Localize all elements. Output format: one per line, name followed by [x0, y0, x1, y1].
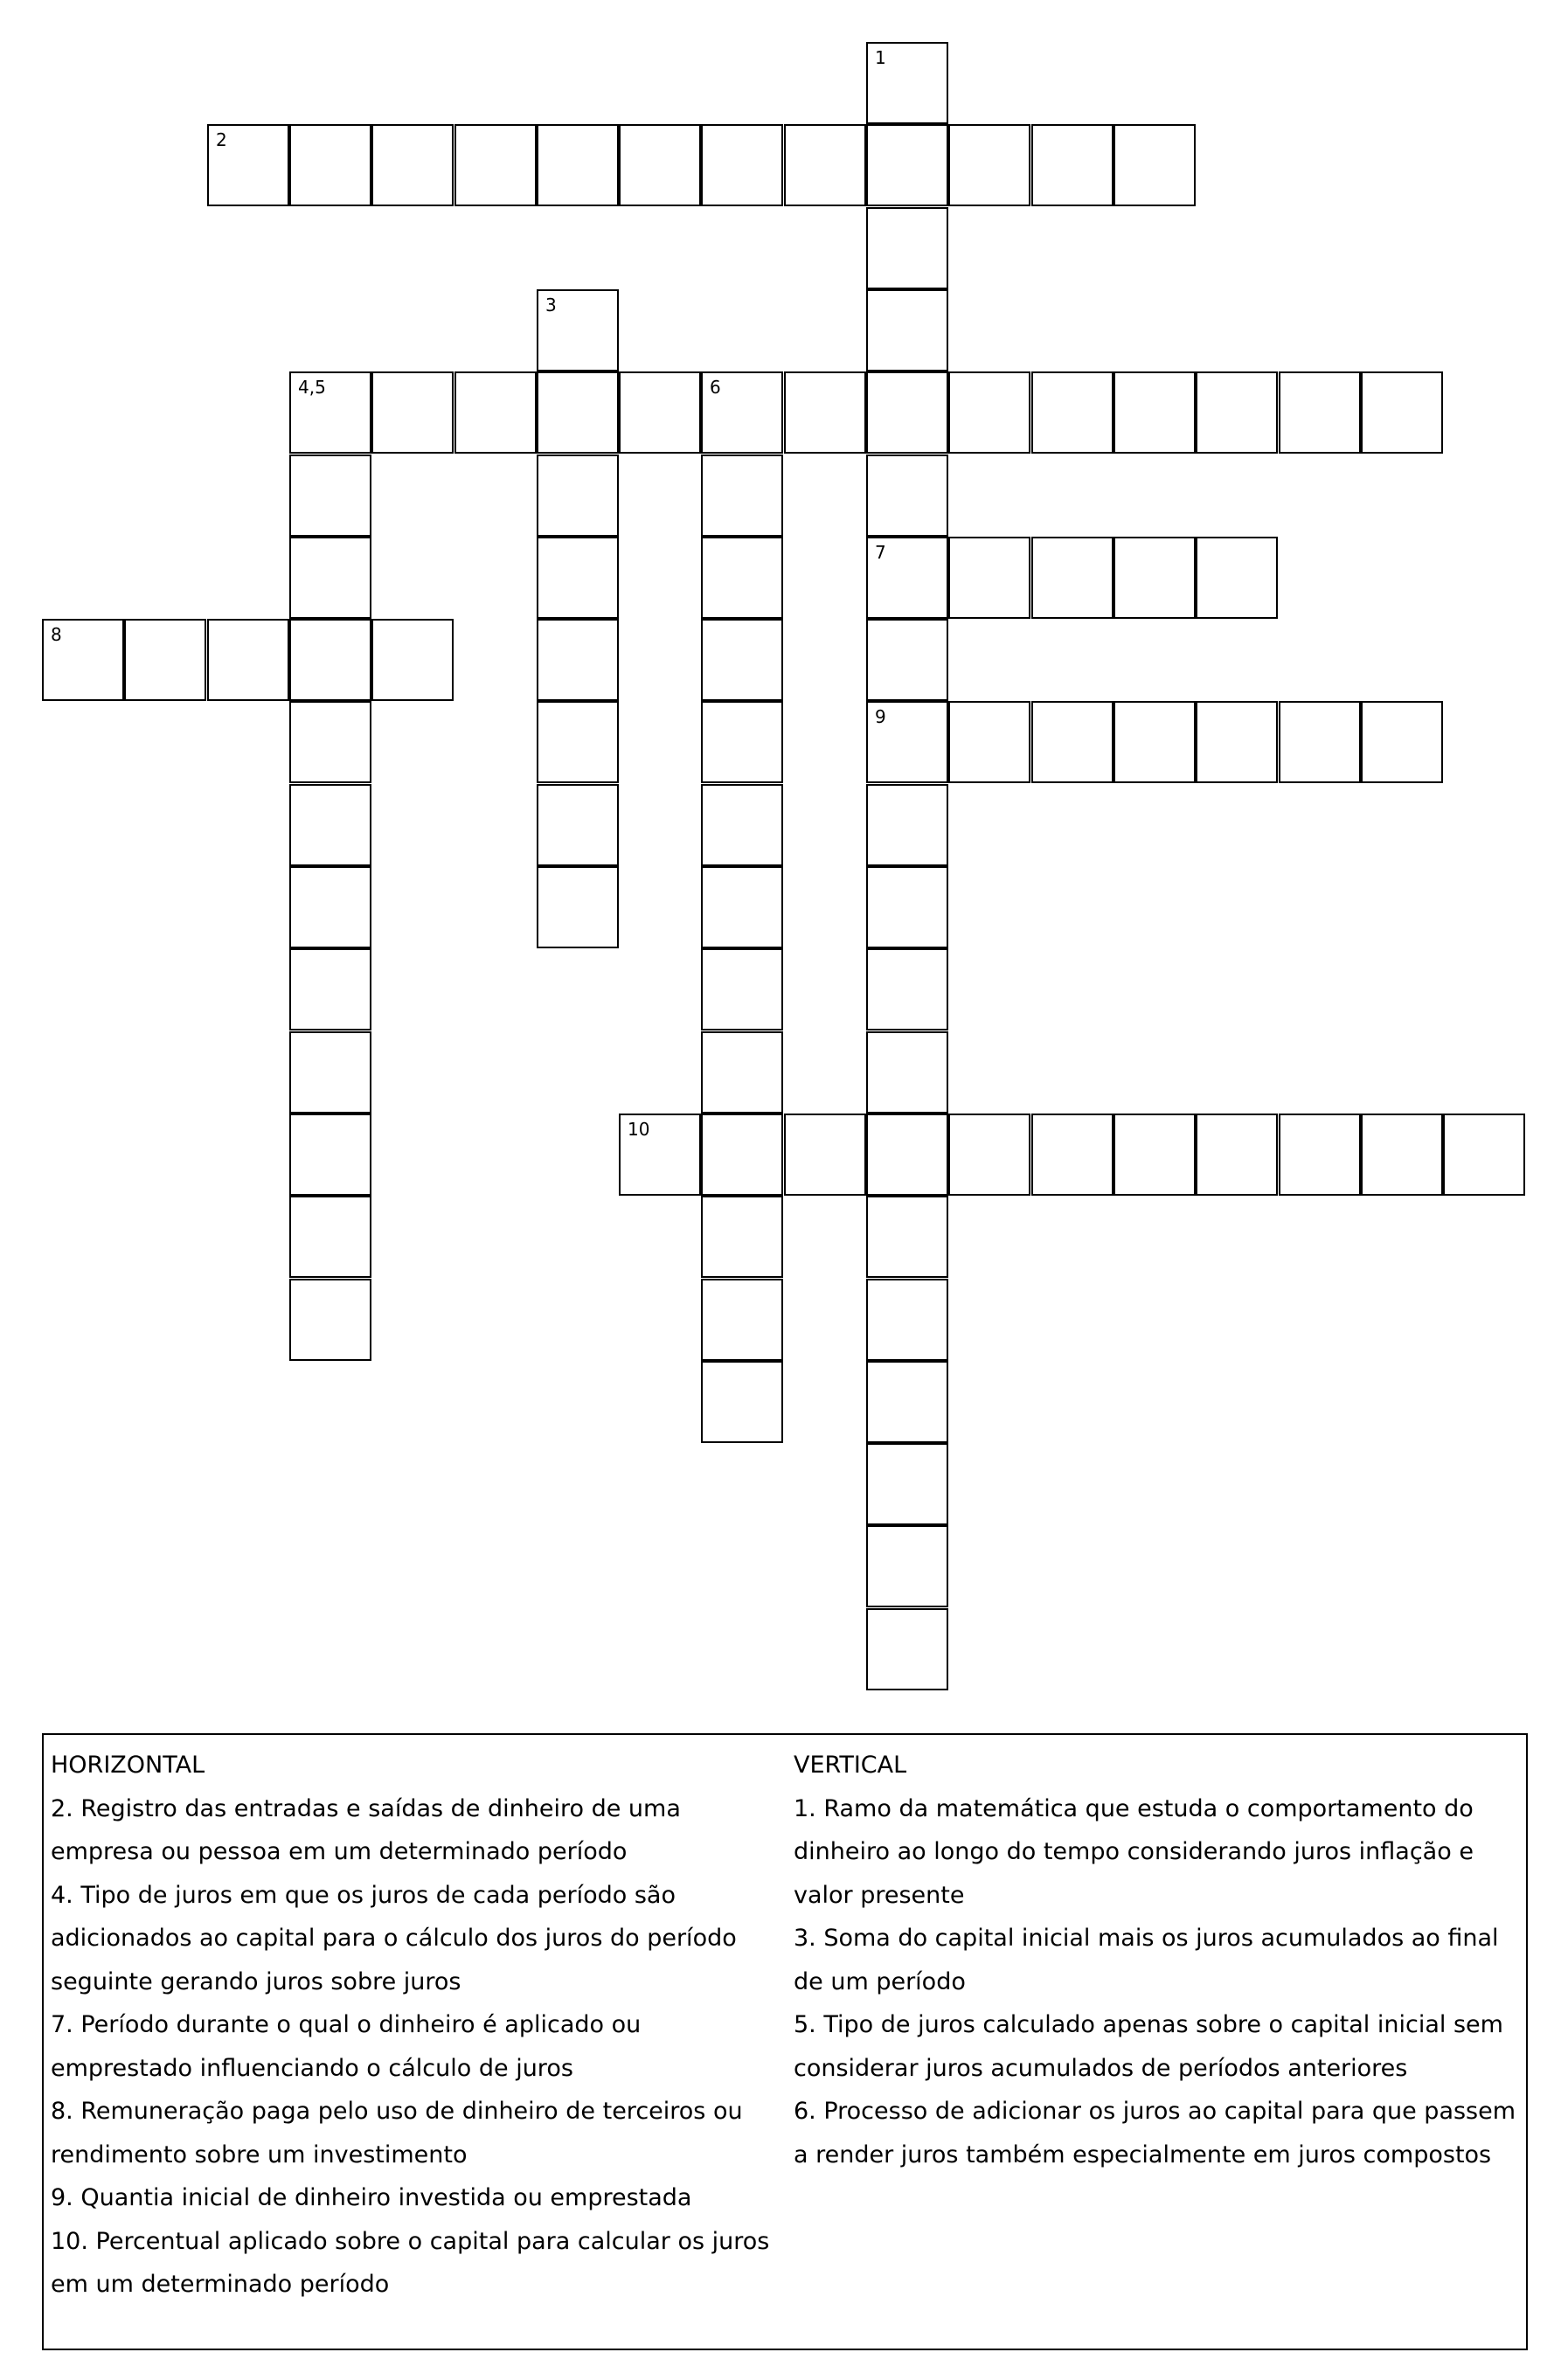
crossword-cell[interactable]	[948, 701, 1030, 783]
clue-number: 2	[216, 129, 227, 150]
clue-number: 10	[628, 1119, 650, 1140]
crossword-cell[interactable]	[1196, 537, 1278, 619]
clue-line: 5. Tipo de juros calculado apenas sobre o capital inicial sem	[794, 2011, 1503, 2038]
crossword-cell[interactable]	[948, 371, 1030, 454]
clue-line: rendimento sobre um investimento	[51, 2141, 468, 2168]
clue-line: 9. Quantia inicial de dinheiro investida ou emprestada	[51, 2184, 692, 2211]
crossword-cell[interactable]	[1279, 701, 1361, 783]
crossword-cell[interactable]	[537, 784, 619, 866]
crossword-cell[interactable]	[866, 42, 948, 124]
clue-number: 3	[545, 295, 557, 316]
crossword-cell[interactable]	[1279, 371, 1361, 454]
clue-line: 1. Ramo da matemática que estuda o comportamento do	[794, 1794, 1474, 1822]
crossword-cell[interactable]	[289, 948, 371, 1030]
crossword-cell[interactable]	[537, 866, 619, 948]
crossword-cell[interactable]	[1196, 371, 1278, 454]
crossword-cell[interactable]	[124, 619, 206, 701]
crossword-cell[interactable]	[289, 701, 371, 783]
crossword-cell[interactable]	[701, 537, 783, 619]
crossword-cell[interactable]	[537, 124, 619, 206]
crossword-cell[interactable]	[1114, 124, 1196, 206]
crossword-cell[interactable]	[866, 1279, 948, 1361]
crossword-cell[interactable]	[1196, 701, 1278, 783]
clue-line: empresa ou pessoa em um determinado período	[51, 1838, 628, 1865]
crossword-cell[interactable]	[537, 371, 619, 454]
vertical-clues	[794, 1744, 1519, 2176]
clue-line: 8. Remuneração paga pelo uso de dinheiro de terceiros ou	[51, 2098, 743, 2125]
clue-number: 4,5	[298, 377, 326, 398]
crossword-cell[interactable]	[289, 454, 371, 537]
crossword-cell[interactable]	[1031, 537, 1114, 619]
clue-line: valor presente	[794, 1881, 965, 1909]
crossword-cell[interactable]	[701, 124, 783, 206]
crossword-cell[interactable]	[701, 784, 783, 866]
crossword-cell[interactable]	[289, 1114, 371, 1196]
crossword-cell[interactable]	[537, 454, 619, 537]
crossword-cell[interactable]	[537, 537, 619, 619]
crossword-cell[interactable]	[866, 948, 948, 1030]
crossword-cell[interactable]	[784, 124, 866, 206]
crossword-cell[interactable]	[866, 289, 948, 371]
clue-line: considerar juros acumulados de períodos anteriores	[794, 2054, 1408, 2082]
crossword-cell[interactable]	[701, 1361, 783, 1443]
clue-line: 3. Soma do capital inicial mais os juros acumulados ao final	[794, 1925, 1499, 1952]
crossword-cell[interactable]	[1031, 701, 1114, 783]
crossword-cell[interactable]	[866, 701, 948, 783]
crossword-cell[interactable]	[1279, 1114, 1361, 1196]
crossword-cell[interactable]	[289, 371, 371, 454]
crossword-cell[interactable]	[619, 124, 701, 206]
crossword-cell[interactable]	[454, 371, 537, 454]
clues-box	[42, 1733, 1528, 2350]
crossword-cell[interactable]	[42, 619, 124, 701]
crossword-cell[interactable]	[1031, 124, 1114, 206]
crossword-cell[interactable]	[701, 371, 783, 454]
crossword-cell[interactable]	[866, 1031, 948, 1114]
clue-line: de um período	[794, 1967, 966, 1995]
crossword-cell[interactable]	[701, 619, 783, 701]
crossword-cell[interactable]	[537, 289, 619, 371]
crossword-cell[interactable]	[866, 454, 948, 537]
crossword-cell[interactable]	[866, 371, 948, 454]
crossword-cell[interactable]	[866, 1525, 948, 1607]
crossword-cell[interactable]	[701, 866, 783, 948]
crossword-cell[interactable]	[1443, 1114, 1525, 1196]
clue-line: 6. Processo de adicionar os juros ao capital para que passem	[794, 2098, 1516, 2125]
crossword-cell[interactable]	[866, 619, 948, 701]
crossword-cell[interactable]	[784, 1114, 866, 1196]
clue-line: 4. Tipo de juros em que os juros de cada período são	[51, 1881, 676, 1909]
crossword-cell[interactable]	[1361, 1114, 1443, 1196]
crossword-cell[interactable]	[1196, 1114, 1278, 1196]
clue-number: 1	[875, 47, 886, 68]
clue-number: 7	[875, 542, 886, 563]
crossword-cell[interactable]	[371, 124, 454, 206]
crossword-cell[interactable]	[701, 1114, 783, 1196]
crossword-cell[interactable]	[784, 371, 866, 454]
clue-line: dinheiro ao longo do tempo considerando juros inflação e	[794, 1838, 1474, 1865]
clue-number: 9	[875, 706, 886, 727]
crossword-cell[interactable]	[1114, 701, 1196, 783]
crossword-cell[interactable]	[1114, 1114, 1196, 1196]
crossword-cell[interactable]	[701, 454, 783, 537]
crossword-cell[interactable]	[1114, 537, 1196, 619]
clue-line: 10. Percentual aplicado sobre o capital para calcular os juros	[51, 2227, 770, 2255]
crossword-cell[interactable]	[948, 1114, 1030, 1196]
crossword-cell[interactable]	[701, 1279, 783, 1361]
crossword-cell[interactable]	[866, 207, 948, 289]
crossword-cell[interactable]	[619, 371, 701, 454]
crossword-cell[interactable]	[866, 124, 948, 206]
horizontal-clues	[51, 1744, 785, 2307]
crossword-cell[interactable]	[866, 1361, 948, 1443]
crossword-cell[interactable]	[454, 124, 537, 206]
crossword-cell[interactable]	[866, 1443, 948, 1525]
crossword-cell[interactable]	[866, 866, 948, 948]
clue-line: adicionados ao capital para o cálculo dos juros do período	[51, 1925, 737, 1952]
crossword-cell[interactable]	[289, 1196, 371, 1278]
clue-line: a render juros também especialmente em juros compostos	[794, 2141, 1492, 2168]
clue-line: 2. Registro das entradas e saídas de dinheiro de uma	[51, 1794, 681, 1822]
clue-number: 6	[710, 377, 721, 398]
crossword-cell[interactable]	[289, 619, 371, 701]
crossword-cell[interactable]	[1361, 371, 1443, 454]
clue-line: emprestado influenciando o cálculo de juros	[51, 2054, 573, 2082]
crossword-cell[interactable]	[701, 1031, 783, 1114]
crossword-cell[interactable]	[207, 124, 289, 206]
crossword-cell[interactable]	[289, 1031, 371, 1114]
crossword-cell[interactable]	[866, 537, 948, 619]
clue-line: 7. Período durante o qual o dinheiro é aplicado ou	[51, 2011, 642, 2038]
crossword-cell[interactable]	[537, 701, 619, 783]
crossword-cell[interactable]	[701, 1196, 783, 1278]
crossword-cell[interactable]	[289, 866, 371, 948]
crossword-cell[interactable]	[948, 124, 1030, 206]
horizontal-title: HORIZONTAL	[51, 1752, 205, 1779]
crossword-cell[interactable]	[371, 371, 454, 454]
crossword-cell[interactable]	[866, 1114, 948, 1196]
crossword-cell[interactable]	[207, 619, 289, 701]
crossword-cell[interactable]	[1031, 1114, 1114, 1196]
crossword-cell[interactable]	[1114, 371, 1196, 454]
crossword-cell[interactable]	[1361, 701, 1443, 783]
crossword-cell[interactable]	[537, 619, 619, 701]
crossword-cell[interactable]	[289, 537, 371, 619]
clue-number: 8	[51, 624, 62, 645]
crossword-cell[interactable]	[701, 701, 783, 783]
crossword-cell[interactable]	[948, 537, 1030, 619]
crossword-cell[interactable]	[289, 1279, 371, 1361]
vertical-title: VERTICAL	[794, 1752, 907, 1779]
clue-line: em um determinado período	[51, 2271, 390, 2298]
crossword-cell[interactable]	[866, 1196, 948, 1278]
crossword-cell[interactable]	[701, 948, 783, 1030]
crossword-cell[interactable]	[619, 1114, 701, 1196]
crossword-cell[interactable]	[289, 124, 371, 206]
crossword-cell[interactable]	[371, 619, 454, 701]
crossword-cell[interactable]	[1031, 371, 1114, 454]
clue-line: seguinte gerando juros sobre juros	[51, 1967, 461, 1995]
crossword-cell[interactable]	[289, 784, 371, 866]
crossword-cell[interactable]	[866, 1608, 948, 1690]
crossword-cell[interactable]	[866, 784, 948, 866]
